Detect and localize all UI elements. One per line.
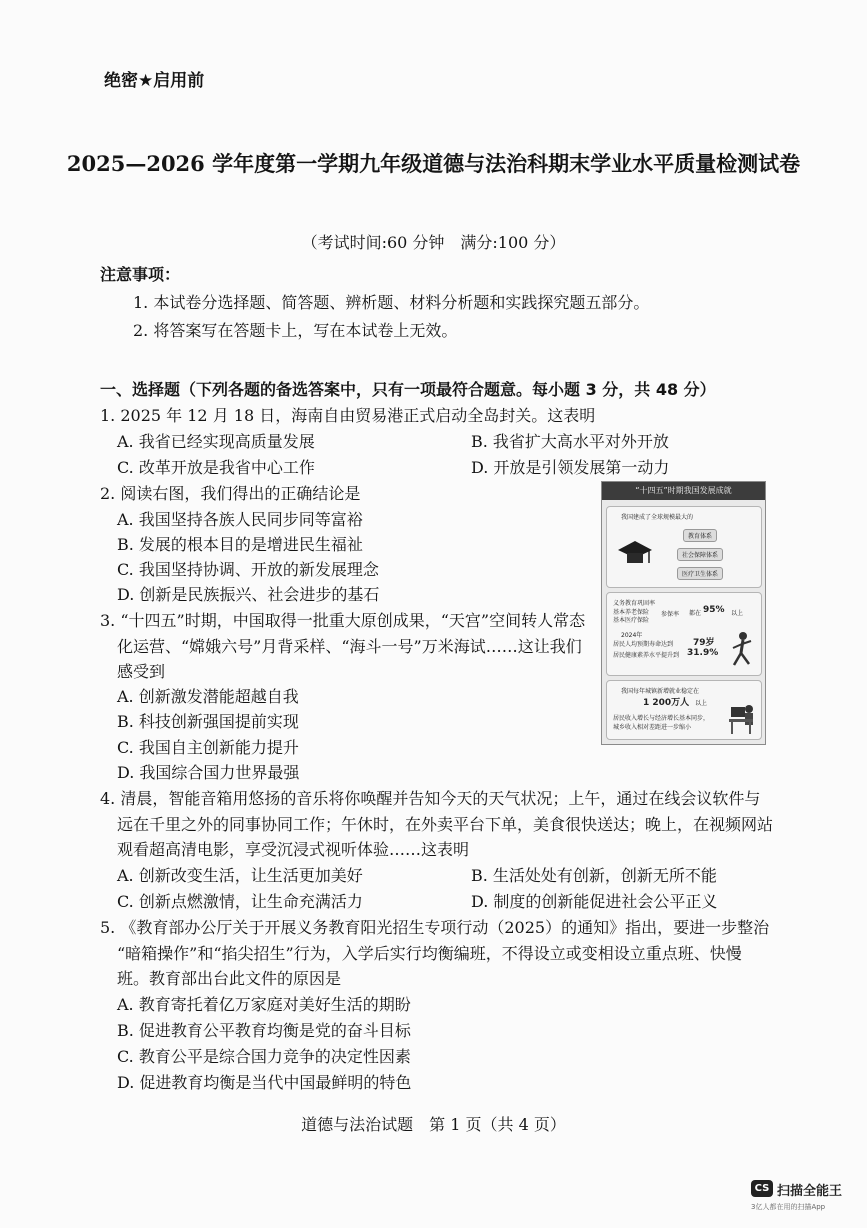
question-stem-line: “暗箱操作”和“掐尖招生”行为，入学后实行均衡编班，不得设立或变相设立重点班、快慢 xyxy=(117,944,742,963)
watermark-tagline: 3亿人都在用的扫描App xyxy=(751,1203,826,1211)
runner-icon xyxy=(729,631,757,669)
employment-suffix: 以上 xyxy=(695,700,708,707)
section-heading: 一、选择题（下列各题的备选答案中，只有一项最符合题意。每小题 3 分，共 48 分） xyxy=(100,380,716,399)
option-b: B. 我省扩大高水平对外开放 xyxy=(471,432,669,451)
option-d: D. 制度的创新能促进社会公平正义 xyxy=(471,892,718,911)
panel3-note: 城乡收入相对差距进一步缩小 xyxy=(613,724,692,731)
option-d: D. 促进教育均衡是当代中国最鲜明的特色 xyxy=(117,1073,412,1092)
option-c: C. 我国坚持协调、开放的新发展理念 xyxy=(117,560,379,579)
option-b: B. 生活处处有创新，创新无所不能 xyxy=(471,866,717,885)
exam-time-info: （考试时间:60 分钟 满分:100 分） xyxy=(301,233,566,252)
panel3-text: 我国每年城镇新增就业稳定在 xyxy=(621,688,700,695)
question-stem: 5. 《教育部办公厅关于开展义务教育阳光招生专项行动（2025）的通知》指出，要进一步整治 xyxy=(100,918,770,937)
question-stem: 2. 阅读右图，我们得出的正确结论是 xyxy=(100,484,361,503)
notice-item: 2. 将答案写在答题卡上，写在本试卷上无效。 xyxy=(133,321,458,340)
infographic-title: “十四五”时期我国发展成就 xyxy=(602,482,765,500)
notice-heading: 注意事项： xyxy=(100,265,181,284)
worker-at-desk-icon xyxy=(729,701,757,735)
option-c: C. 我国自主创新能力提升 xyxy=(117,738,299,757)
option-d: D. 开放是引领发展第一动力 xyxy=(471,458,670,477)
panel2-label: 基本医疗保险 xyxy=(613,617,650,624)
option-d: D. 创新是民族振兴、社会进步的基石 xyxy=(117,585,380,604)
page-footer: 道德与法治试题 第 1 页（共 4 页） xyxy=(301,1115,566,1134)
question-stem-line: 感受到 xyxy=(117,662,166,681)
option-a: A. 教育寄托着亿万家庭对美好生活的期盼 xyxy=(117,995,411,1014)
education-panel xyxy=(606,506,762,588)
option-a: A. 创新改变生活，让生活更加美好 xyxy=(117,866,363,885)
employment-value: 1 200万人 xyxy=(643,698,690,708)
panel1-text: 我国建成了全球规模最大的 xyxy=(621,514,694,521)
option-b: B. 促进教育公平教育均衡是党的奋斗目标 xyxy=(117,1021,411,1040)
option-b: B. 科技创新强国提前实现 xyxy=(117,712,299,731)
option-a: A. 我省已经实现高质量发展 xyxy=(117,432,315,451)
question-stem-line: 远在千里之外的同事协同工作；午休时，在外卖平台下单，美食很快送达；晚上，在视频网站 xyxy=(117,815,774,834)
question-stem-line: 班。教育部出台此文件的原因是 xyxy=(117,969,342,988)
exam-title: 2025—2026 学年度第一学期九年级道德与法治科期末学业水平质量检测试卷 xyxy=(66,151,801,176)
question-stem-line: 观看超高清电影，享受沉浸式视听体验……这表明 xyxy=(117,840,470,859)
question-stem: 4. 清晨，智能音箱用悠扬的音乐将你唤醒并告知今天的天气状况；上午，通过在线会议软件与 xyxy=(100,789,761,808)
graduation-cap-icon xyxy=(617,539,653,571)
employment-panel xyxy=(606,680,762,740)
option-a: A. 我国坚持各族人民同步同等富裕 xyxy=(117,510,363,529)
welfare-panel xyxy=(606,592,762,676)
question-stem-line: 化运营、“嫦娥六号”月背采样、“海斗一号”万米海试……这让我们 xyxy=(117,637,582,656)
question-stem: 3. “十四五”时期，中国取得一批重大原创成果，“天宫”空间转人常态 xyxy=(100,611,586,630)
panel1-item: 医疗卫生体系 xyxy=(677,567,723,580)
panel2-label: 义务教育巩固率 xyxy=(613,600,656,607)
option-a: A. 创新激发潜能超越自我 xyxy=(117,687,299,706)
rate-value: 95% xyxy=(703,605,725,615)
camscanner-logo: CS xyxy=(751,1180,773,1197)
option-c: C. 创新点燃激情，让生命充满活力 xyxy=(117,892,363,911)
achievement-infographic xyxy=(601,481,766,745)
rate-prefix: 都在 xyxy=(689,610,702,617)
health-value: 31.9% xyxy=(687,648,719,658)
notice-item: 1. 本试卷分选择题、简答题、辨析题、材料分析题和实践探究题五部分。 xyxy=(133,293,650,312)
watermark-name: 扫描全能王 xyxy=(777,1184,843,1199)
question-stem: 1. 2025 年 12 月 18 日，海南自由贸易港正式启动全岛封关。这表明 xyxy=(100,406,596,425)
rate-suffix: 以上 xyxy=(731,610,744,617)
life-value: 79岁 xyxy=(693,638,715,648)
option-c: C. 教育公平是综合国力竞争的决定性因素 xyxy=(117,1047,411,1066)
life-label: 居民人均预期寿命达到 xyxy=(613,641,674,648)
panel3-note: 居民收入增长与经济增长基本同步， xyxy=(613,715,710,722)
panel1-item: 社会保障体系 xyxy=(677,548,723,561)
panel2-year: 2024年 xyxy=(621,632,643,639)
option-d: D. 我国综合国力世界最强 xyxy=(117,763,300,782)
confidential-mark: 绝密★启用前 xyxy=(104,71,205,91)
panel2-label: 参保率 xyxy=(661,611,680,618)
option-b: B. 发展的根本目的是增进民生福祉 xyxy=(117,535,363,554)
option-c: C. 改革开放是我省中心工作 xyxy=(117,458,315,477)
panel1-item: 教育体系 xyxy=(683,529,717,542)
panel2-label: 基本养老保险 xyxy=(613,609,650,616)
health-label: 居民健康素养水平提升到 xyxy=(613,652,680,659)
